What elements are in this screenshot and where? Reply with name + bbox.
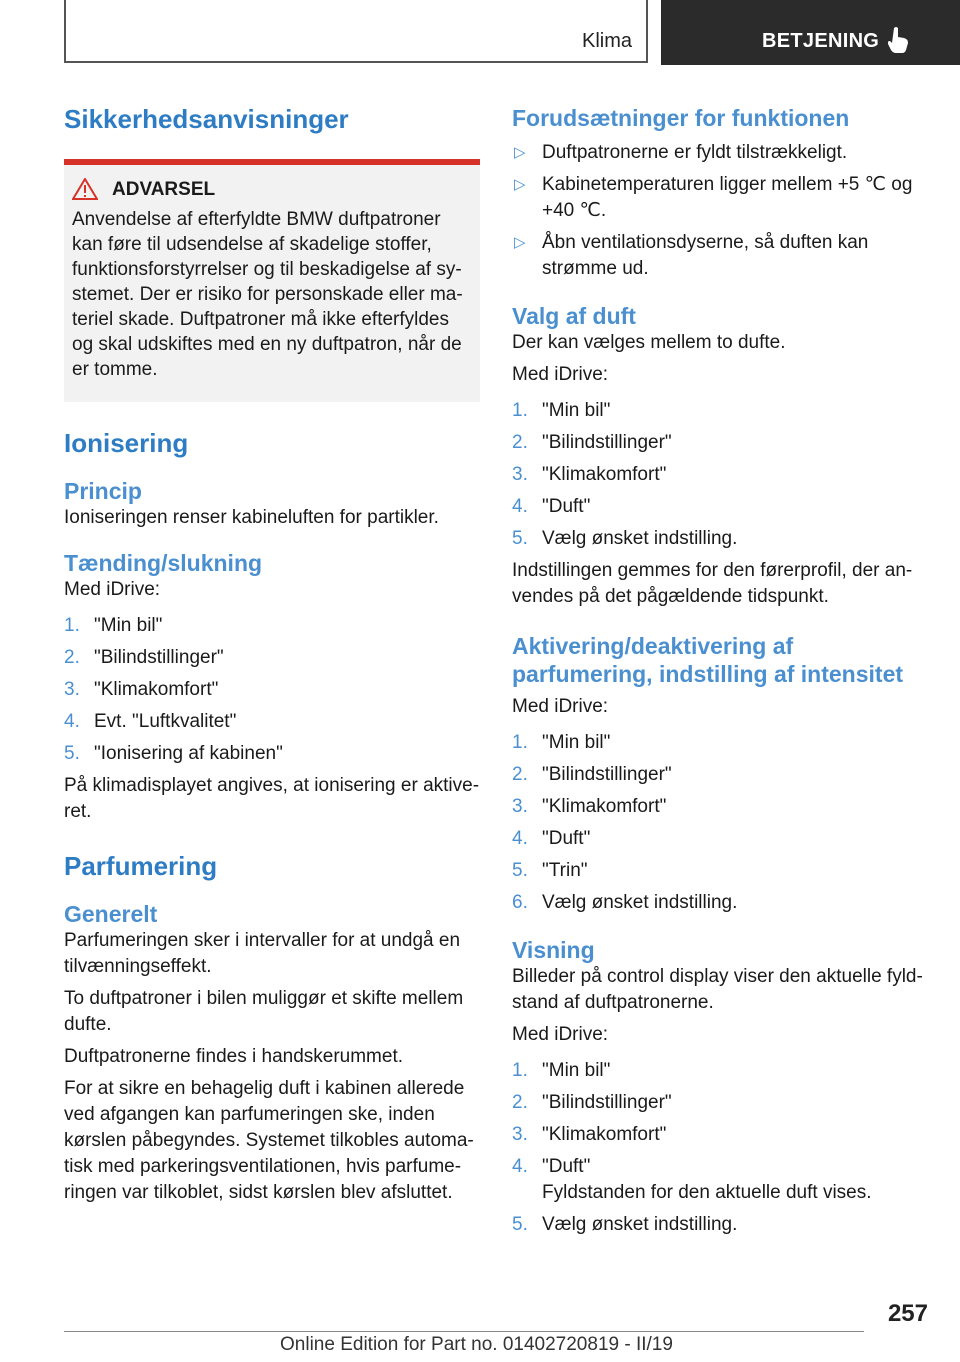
visning-heading: Visning xyxy=(512,937,595,963)
step-text: "Klimakomfort" xyxy=(94,679,219,700)
bullet-triangle-icon: ▷ xyxy=(514,176,526,193)
step-text: Evt. "Luftkvalitet" xyxy=(94,711,237,732)
bullet-triangle-icon: ▷ xyxy=(514,144,526,161)
list-item xyxy=(64,677,480,703)
aktivering-steps xyxy=(512,730,928,916)
prereq-list xyxy=(512,140,928,282)
step-text: "Min bil" xyxy=(542,1060,611,1081)
step-text: "Trin" xyxy=(542,860,588,881)
step-text: "Min bil" xyxy=(94,615,163,636)
generelt-p3: Duftpatronerne findes i handskerummet. xyxy=(64,1046,404,1067)
list-item xyxy=(512,526,928,552)
step-text: Vælg ønsket indstilling. xyxy=(542,892,738,913)
page-number: 257 xyxy=(887,1300,928,1327)
taending-heading: Tænding/slukning xyxy=(64,550,263,576)
step-text: "Klimakomfort" xyxy=(542,796,667,817)
header-section-label: Klima xyxy=(581,30,632,52)
step-number: 1. xyxy=(512,732,528,753)
step-number: 1. xyxy=(64,615,80,636)
step-number: 2. xyxy=(512,1092,528,1113)
header-chapter-tab[interactable] xyxy=(661,0,960,65)
step-number: 5. xyxy=(512,528,528,549)
list-item xyxy=(512,1212,928,1238)
step-text: "Duft" xyxy=(542,1156,591,1177)
step-text: "Bilindstillinger" xyxy=(94,647,224,668)
pointing-hand-icon xyxy=(888,26,910,54)
footer-divider xyxy=(64,1331,864,1332)
list-item xyxy=(512,794,928,820)
list-item xyxy=(512,762,928,788)
list-item xyxy=(64,645,480,671)
step-number: 5. xyxy=(64,743,80,764)
step-text: "Klimakomfort" xyxy=(542,464,667,485)
visning-text: Billeder på control display viser den aktuelle fyld-stand af duftpatronerne. xyxy=(512,966,923,1013)
list-item xyxy=(512,1090,928,1116)
step-number: 2. xyxy=(64,647,80,668)
warning-box xyxy=(64,159,480,402)
step-number: 1. xyxy=(512,400,528,421)
step-text: "Bilindstillinger" xyxy=(542,432,672,453)
step-number: 3. xyxy=(512,1124,528,1145)
step-number: 2. xyxy=(512,432,528,453)
list-item xyxy=(512,826,928,852)
list-item xyxy=(512,890,928,916)
princip-heading: Princip xyxy=(64,478,142,504)
step-text: "Bilindstillinger" xyxy=(542,1092,672,1113)
list-item xyxy=(512,494,928,520)
list-item xyxy=(512,230,928,282)
generelt-p1: Parfumeringen sker i intervaller for at undgå en tilvænningseffekt. xyxy=(64,930,461,977)
step-number: 2. xyxy=(512,764,528,785)
step-text: "Duft" xyxy=(542,496,591,517)
header-chapter-label: BETJENING xyxy=(762,30,880,52)
generelt-p2: To duftpatroner i bilen muliggør et skifte mellem dufte. xyxy=(64,988,464,1035)
list-item xyxy=(64,613,480,639)
ionisering-heading: Ionisering xyxy=(64,428,189,458)
list-item xyxy=(512,398,928,424)
valg-steps xyxy=(512,398,928,552)
step-number: 3. xyxy=(64,679,80,700)
right-column xyxy=(512,100,928,1244)
taending-steps xyxy=(64,613,480,767)
aktivering-intro: Med iDrive: xyxy=(512,696,609,717)
parfumering-heading: Parfumering xyxy=(64,851,218,881)
visning-steps xyxy=(512,1058,928,1238)
step-number: 4. xyxy=(512,496,528,517)
princip-text: Ioniseringen renser kabineluften for partikler. xyxy=(64,507,439,528)
list-item xyxy=(512,1154,928,1206)
generelt-p4: For at sikre en behagelig duft i kabinen allerede ved afgangen kan parfumeringen ske, inden kørslen påbegyndes. Systemet tilkobles automa-tisk med parkeringsventilationen, hvis parfume-ringen var tilkoblet, sidst kørslen blev afsluttet. xyxy=(64,1078,474,1203)
step-text: Vælg ønsket indstilling. xyxy=(542,528,738,549)
valg-note: Indstillingen gemmes for den førerprofil, der an-vendes på det pågældende tidspunkt. xyxy=(512,560,913,607)
step-number: 1. xyxy=(512,1060,528,1081)
list-item xyxy=(512,430,928,456)
bullet-text: Kabinetemperaturen ligger mellem +5 ℃ og +40 ℃. xyxy=(542,174,913,221)
footer-edition: Online Edition for Part no. 01402720819 - II/19 xyxy=(280,1334,673,1355)
taending-note: På klimadisplayet angives, at ionisering er aktive-ret. xyxy=(64,775,480,822)
step-text: "Ionisering af kabinen" xyxy=(94,743,283,764)
step-number: 4. xyxy=(64,711,80,732)
step-text: "Min bil" xyxy=(542,400,611,421)
list-item xyxy=(512,858,928,884)
valg-heading: Valg af duft xyxy=(512,303,636,329)
list-item xyxy=(512,462,928,488)
visning-intro: Med iDrive: xyxy=(512,1024,609,1045)
valg-text: Der kan vælges mellem to dufte. xyxy=(512,332,786,353)
list-item xyxy=(64,709,480,735)
step-number: 3. xyxy=(512,796,528,817)
left-column xyxy=(64,100,480,1206)
aktivering-heading: Aktivering/deaktivering af parfumering, indstilling af intensitet xyxy=(512,633,904,687)
prereq-heading: Forudsætninger for funktionen xyxy=(512,105,850,131)
warning-text: Anvendelse af efterfyldte BMW duftpatroner kan føre til udsendelse af skadelige stoffer, funktionsforstyrrelser og til beskadigelse af sy-stemet. Der er risiko for personskade eller ma-teriel skade. Duftpatroner må ikke efterfyldes og skal udskiftes med en ny duftpatron, når de er tomme. xyxy=(72,209,463,380)
taending-intro: Med iDrive: xyxy=(64,579,161,600)
list-item xyxy=(512,172,928,224)
list-item xyxy=(512,140,928,166)
step-number: 4. xyxy=(512,1156,528,1177)
warning-title xyxy=(112,179,472,201)
bullet-text: Duftpatronerne er fyldt tilstrækkeligt. xyxy=(542,142,848,163)
safety-heading: Sikkerhedsanvisninger xyxy=(64,104,349,134)
step-number: 6. xyxy=(512,892,528,913)
bullet-triangle-icon: ▷ xyxy=(514,234,526,251)
header-section-box xyxy=(64,0,648,63)
step-text: "Min bil" xyxy=(542,732,611,753)
step-number: 5. xyxy=(512,860,528,881)
step-text: Vælg ønsket indstilling. xyxy=(542,1214,738,1235)
step-number: 5. xyxy=(512,1214,528,1235)
valg-intro: Med iDrive: xyxy=(512,364,609,385)
list-item xyxy=(512,730,928,756)
step-number: 3. xyxy=(512,464,528,485)
step-text: "Klimakomfort" xyxy=(542,1124,667,1145)
list-item xyxy=(512,1122,928,1148)
step-number: 4. xyxy=(512,828,528,849)
list-item xyxy=(64,741,480,767)
step-note: Fyldstanden for den aktuelle duft vises. xyxy=(542,1182,872,1203)
generelt-heading: Generelt xyxy=(64,901,158,927)
warning-triangle-icon xyxy=(72,178,98,200)
list-item xyxy=(512,1058,928,1084)
step-text: "Bilindstillinger" xyxy=(542,764,672,785)
step-text: "Duft" xyxy=(542,828,591,849)
bullet-text: Åbn ventilationsdyserne, så duften kan strømme ud. xyxy=(542,232,869,279)
warning-title-text: ADVARSEL xyxy=(112,179,216,200)
